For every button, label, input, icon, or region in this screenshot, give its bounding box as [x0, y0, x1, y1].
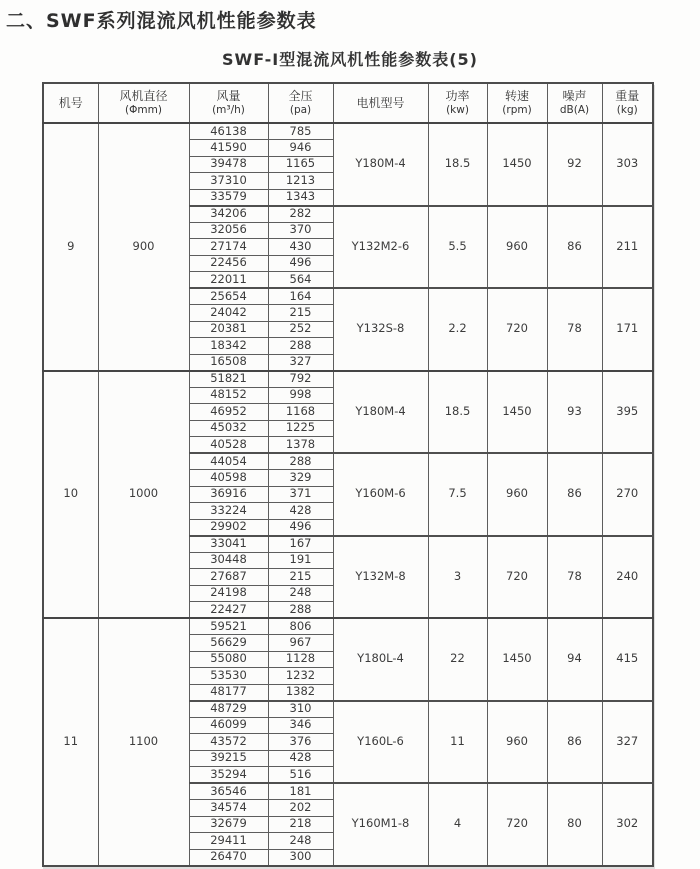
header-total-pressure: 全压 (pa) [268, 83, 333, 123]
pressure-cell: 428 [268, 750, 333, 767]
pressure-cell: 1225 [268, 420, 333, 437]
air-volume-cell: 29902 [189, 519, 268, 536]
weight-cell: 395 [602, 371, 653, 454]
air-volume-cell: 27687 [189, 569, 268, 586]
air-volume-cell: 30448 [189, 552, 268, 569]
air-volume-cell: 20381 [189, 321, 268, 338]
power-cell: 11 [428, 701, 487, 784]
pressure-cell: 252 [268, 321, 333, 338]
air-volume-cell: 36916 [189, 486, 268, 503]
power-cell: 18.5 [428, 123, 487, 206]
page-title: 二、SWF系列混流风机性能参数表 [6, 10, 317, 32]
table-row [43, 123, 653, 140]
air-volume-cell: 39478 [189, 156, 268, 173]
air-volume-cell: 27174 [189, 239, 268, 256]
document-page [0, 6, 700, 869]
speed-cell: 720 [487, 783, 547, 866]
pressure-cell: 288 [268, 453, 333, 470]
air-volume-cell: 33041 [189, 536, 268, 553]
noise-cell: 80 [547, 783, 602, 866]
pressure-cell: 191 [268, 552, 333, 569]
air-volume-cell: 48177 [189, 684, 268, 701]
air-volume-cell: 34574 [189, 800, 268, 817]
noise-cell: 94 [547, 618, 602, 701]
table-row [43, 618, 653, 635]
air-volume-cell: 32056 [189, 222, 268, 239]
model-no-cell: 9 [43, 123, 98, 371]
weight-cell: 171 [602, 288, 653, 371]
pressure-cell: 181 [268, 783, 333, 800]
table-header-row [43, 83, 653, 123]
air-volume-cell: 29411 [189, 833, 268, 850]
model-no-cell: 10 [43, 371, 98, 619]
fan-performance-table [42, 82, 654, 867]
pressure-cell: 371 [268, 486, 333, 503]
header-diameter: 风机直径 (Φmm) [98, 83, 189, 123]
speed-cell: 720 [487, 536, 547, 619]
power-cell: 18.5 [428, 371, 487, 454]
air-volume-cell: 40528 [189, 437, 268, 454]
header-motor-model: 电机型号 [333, 83, 428, 123]
pressure-cell: 167 [268, 536, 333, 553]
header-weight: 重量 (kg) [602, 83, 653, 123]
pressure-cell: 329 [268, 470, 333, 487]
air-volume-cell: 26470 [189, 849, 268, 866]
noise-cell: 86 [547, 701, 602, 784]
weight-cell: 302 [602, 783, 653, 866]
pressure-cell: 946 [268, 140, 333, 157]
speed-cell: 960 [487, 453, 547, 536]
table-subtitle: SWF-I型混流风机性能参数表(5) [222, 50, 478, 69]
air-volume-cell: 45032 [189, 420, 268, 437]
weight-cell: 270 [602, 453, 653, 536]
air-volume-cell: 55080 [189, 651, 268, 668]
air-volume-cell: 32679 [189, 816, 268, 833]
motor-model-cell: Y180L-4 [333, 618, 428, 701]
pressure-cell: 164 [268, 288, 333, 305]
air-volume-cell: 48152 [189, 387, 268, 404]
air-volume-cell: 24198 [189, 585, 268, 602]
header-model-no: 机号 [43, 83, 98, 123]
model-no-cell: 11 [43, 618, 98, 866]
power-cell: 4 [428, 783, 487, 866]
pressure-cell: 215 [268, 569, 333, 586]
air-volume-cell: 18342 [189, 338, 268, 355]
air-volume-cell: 48729 [189, 701, 268, 718]
pressure-cell: 1128 [268, 651, 333, 668]
noise-cell: 93 [547, 371, 602, 454]
air-volume-cell: 40598 [189, 470, 268, 487]
air-volume-cell: 37310 [189, 173, 268, 190]
pressure-cell: 248 [268, 833, 333, 850]
motor-model-cell: Y132M2-6 [333, 206, 428, 289]
pressure-cell: 218 [268, 816, 333, 833]
air-volume-cell: 25654 [189, 288, 268, 305]
air-volume-cell: 22011 [189, 272, 268, 289]
pressure-cell: 1213 [268, 173, 333, 190]
air-volume-cell: 35294 [189, 767, 268, 784]
weight-cell: 303 [602, 123, 653, 206]
motor-model-cell: Y132S-8 [333, 288, 428, 371]
noise-cell: 92 [547, 123, 602, 206]
air-volume-cell: 22456 [189, 255, 268, 272]
diameter-cell: 900 [98, 123, 189, 371]
air-volume-cell: 59521 [189, 618, 268, 635]
pressure-cell: 1232 [268, 668, 333, 685]
pressure-cell: 300 [268, 849, 333, 866]
pressure-cell: 310 [268, 701, 333, 718]
pressure-cell: 806 [268, 618, 333, 635]
pressure-cell: 1165 [268, 156, 333, 173]
speed-cell: 960 [487, 206, 547, 289]
pressure-cell: 282 [268, 206, 333, 223]
speed-cell: 1450 [487, 371, 547, 454]
pressure-cell: 1382 [268, 684, 333, 701]
header-power: 功率 (kw) [428, 83, 487, 123]
pressure-cell: 327 [268, 354, 333, 371]
pressure-cell: 370 [268, 222, 333, 239]
pressure-cell: 1168 [268, 404, 333, 421]
noise-cell: 78 [547, 536, 602, 619]
air-volume-cell: 44054 [189, 453, 268, 470]
air-volume-cell: 16508 [189, 354, 268, 371]
motor-model-cell: Y160M-6 [333, 453, 428, 536]
motor-model-cell: Y180M-4 [333, 371, 428, 454]
air-volume-cell: 36546 [189, 783, 268, 800]
air-volume-cell: 51821 [189, 371, 268, 388]
air-volume-cell: 41590 [189, 140, 268, 157]
air-volume-cell: 39215 [189, 750, 268, 767]
diameter-cell: 1000 [98, 371, 189, 619]
pressure-cell: 516 [268, 767, 333, 784]
header-speed: 转速 (rpm) [487, 83, 547, 123]
air-volume-cell: 43572 [189, 734, 268, 751]
noise-cell: 78 [547, 288, 602, 371]
air-volume-cell: 34206 [189, 206, 268, 223]
noise-cell: 86 [547, 453, 602, 536]
power-cell: 5.5 [428, 206, 487, 289]
table-row [43, 371, 653, 388]
power-cell: 22 [428, 618, 487, 701]
pressure-cell: 215 [268, 305, 333, 322]
pressure-cell: 1378 [268, 437, 333, 454]
weight-cell: 211 [602, 206, 653, 289]
pressure-cell: 248 [268, 585, 333, 602]
speed-cell: 1450 [487, 618, 547, 701]
air-volume-cell: 46952 [189, 404, 268, 421]
speed-cell: 720 [487, 288, 547, 371]
pressure-cell: 288 [268, 338, 333, 355]
power-cell: 7.5 [428, 453, 487, 536]
pressure-cell: 998 [268, 387, 333, 404]
header-noise: 噪声 dB(A) [547, 83, 602, 123]
pressure-cell: 288 [268, 602, 333, 619]
header-air-volume: 风量 (m³/h) [189, 83, 268, 123]
power-cell: 3 [428, 536, 487, 619]
pressure-cell: 967 [268, 635, 333, 652]
pressure-cell: 376 [268, 734, 333, 751]
pressure-cell: 346 [268, 717, 333, 734]
pressure-cell: 564 [268, 272, 333, 289]
air-volume-cell: 22427 [189, 602, 268, 619]
motor-model-cell: Y160M1-8 [333, 783, 428, 866]
weight-cell: 240 [602, 536, 653, 619]
air-volume-cell: 56629 [189, 635, 268, 652]
power-cell: 2.2 [428, 288, 487, 371]
pressure-cell: 496 [268, 519, 333, 536]
diameter-cell: 1100 [98, 618, 189, 866]
speed-cell: 960 [487, 701, 547, 784]
noise-cell: 86 [547, 206, 602, 289]
pressure-cell: 792 [268, 371, 333, 388]
motor-model-cell: Y160L-6 [333, 701, 428, 784]
air-volume-cell: 33579 [189, 189, 268, 206]
air-volume-cell: 46138 [189, 123, 268, 140]
pressure-cell: 496 [268, 255, 333, 272]
air-volume-cell: 24042 [189, 305, 268, 322]
weight-cell: 327 [602, 701, 653, 784]
pressure-cell: 1343 [268, 189, 333, 206]
weight-cell: 415 [602, 618, 653, 701]
pressure-cell: 430 [268, 239, 333, 256]
air-volume-cell: 53530 [189, 668, 268, 685]
pressure-cell: 202 [268, 800, 333, 817]
motor-model-cell: Y132M-8 [333, 536, 428, 619]
pressure-cell: 785 [268, 123, 333, 140]
speed-cell: 1450 [487, 123, 547, 206]
pressure-cell: 428 [268, 503, 333, 520]
motor-model-cell: Y180M-4 [333, 123, 428, 206]
air-volume-cell: 46099 [189, 717, 268, 734]
air-volume-cell: 33224 [189, 503, 268, 520]
